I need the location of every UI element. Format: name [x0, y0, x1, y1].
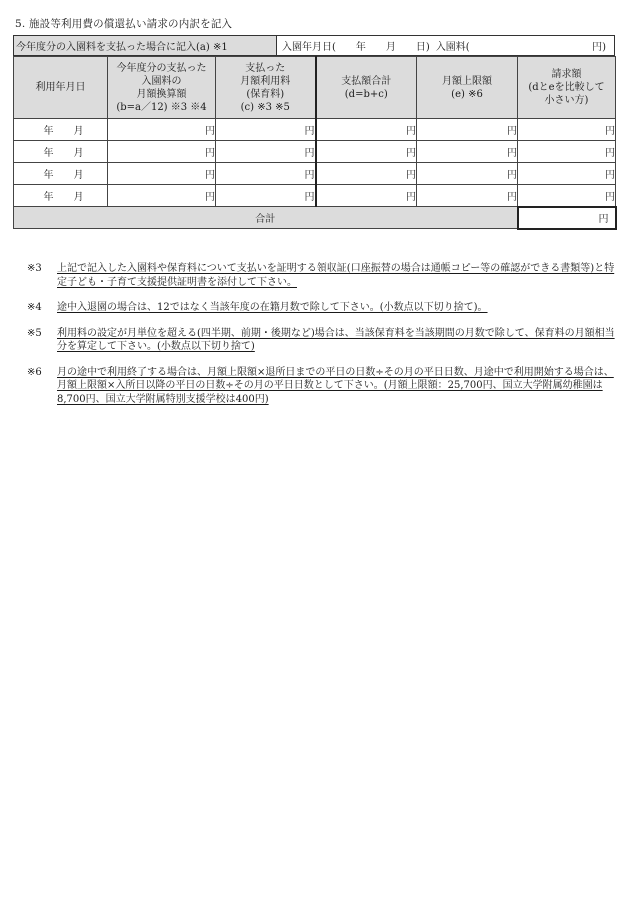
- payment-total-cell[interactable]: 円: [316, 141, 417, 163]
- claim-amount-cell[interactable]: 円: [518, 163, 616, 185]
- total-label: 合計: [14, 207, 518, 229]
- claim-amount-cell[interactable]: 円: [518, 141, 616, 163]
- note-text: 途中入退園の場合は、12ではなく当該年度の在籍月数で除して下さい。(小数点以下切り捨て)。: [57, 302, 488, 313]
- header-claim-amount: 請求額 (dとeを比較して 小さい方): [518, 57, 616, 119]
- note-item: [27, 366, 617, 407]
- entry-fee-fields: [277, 36, 614, 55]
- note-mark: ※3: [27, 263, 42, 274]
- monthly-limit-cell[interactable]: 円: [417, 185, 518, 207]
- payment-total-cell[interactable]: 円: [316, 163, 417, 185]
- claim-amount-cell[interactable]: 円: [518, 185, 616, 207]
- header-monthly-limit: 月額上限額 (e) ※6: [417, 57, 518, 119]
- payment-total-cell[interactable]: 円: [316, 119, 417, 141]
- monthly-limit-cell[interactable]: 円: [417, 141, 518, 163]
- note-text: 上記で記入した入園料や保育料について支払いを証明する領収証(口座振替の場合は通帳コピー等の確認ができる書類等)と特定子ども・子育て支援提供証明書を添付して下さい。: [57, 263, 615, 288]
- monthly-limit-cell[interactable]: 円: [417, 163, 518, 185]
- table-row: [14, 185, 616, 207]
- note-item: [27, 262, 617, 289]
- monthly-entry-fee-cell[interactable]: 円: [108, 119, 216, 141]
- monthly-limit-cell[interactable]: 円: [417, 119, 518, 141]
- monthly-fee-cell[interactable]: 円: [216, 141, 316, 163]
- entry-fee-label: 今年度分の入園料を支払った場合に記入(a) ※1: [14, 36, 277, 55]
- reimbursement-table: [13, 56, 617, 230]
- table-row: [14, 163, 616, 185]
- payment-total-cell[interactable]: 円: [316, 185, 417, 207]
- monthly-entry-fee-cell[interactable]: 円: [108, 185, 216, 207]
- entry-date-field[interactable]: 入園年月日( 年 月 日): [282, 42, 430, 53]
- usage-date-cell[interactable]: 年 月: [14, 163, 108, 185]
- monthly-entry-fee-cell[interactable]: 円: [108, 141, 216, 163]
- total-claim-cell[interactable]: 円: [518, 207, 616, 229]
- monthly-entry-fee-cell[interactable]: 円: [108, 163, 216, 185]
- header-payment-total: 支払額合計 (d=b+c): [316, 57, 417, 119]
- usage-date-cell[interactable]: 年 月: [14, 141, 108, 163]
- note-text: 月の途中で利用終了する場合は、月額上限額×退所日までの平日の日数÷その月の平日日数、月途中で利用開始する場合は、月額上限額×入所日以降の平日の日数÷その月の平日日数として下さい。(月額上限額：25,700円、国立大学附属幼稚園は8,700円、国立大学附属特別支援学校は400円): [57, 366, 614, 405]
- entry-fee-field-label[interactable]: 入園料(: [435, 42, 470, 53]
- table-header-row: [14, 57, 616, 119]
- header-monthly-fee: 支払った 月額利用料 (保育料) (c) ※3 ※5: [216, 57, 316, 119]
- section-title: 5. 施設等利用費の償還払い請求の内訳を記入: [15, 18, 233, 30]
- entry-fee-unit: 円): [592, 42, 606, 53]
- note-item: [27, 327, 617, 354]
- note-mark: ※4: [27, 302, 42, 313]
- claim-amount-cell[interactable]: 円: [518, 119, 616, 141]
- monthly-fee-cell[interactable]: 円: [216, 185, 316, 207]
- notes-section: [27, 262, 617, 418]
- note-mark: ※6: [27, 366, 42, 378]
- usage-date-cell[interactable]: 年 月: [14, 119, 108, 141]
- header-monthly-entry-fee: 今年度分の支払った 入園料の 月額換算額 (b=a／12) ※3 ※4: [108, 57, 216, 119]
- note-text: 利用料の設定が月単位を超える(四半期、前期・後期など)場合は、当該保育料を当該期間の月数で除して、保育料の月額相当分を算定して下さい。(小数点以下切り捨て): [57, 327, 615, 352]
- header-usage-date: 利用年月日: [14, 57, 108, 119]
- note-mark: ※5: [27, 327, 42, 339]
- monthly-fee-cell[interactable]: 円: [216, 163, 316, 185]
- usage-date-cell[interactable]: 年 月: [14, 185, 108, 207]
- table-row: [14, 141, 616, 163]
- note-item: [27, 301, 617, 315]
- table-row: [14, 119, 616, 141]
- monthly-fee-cell[interactable]: 円: [216, 119, 316, 141]
- total-row: [14, 207, 616, 229]
- entry-fee-row: [13, 35, 615, 56]
